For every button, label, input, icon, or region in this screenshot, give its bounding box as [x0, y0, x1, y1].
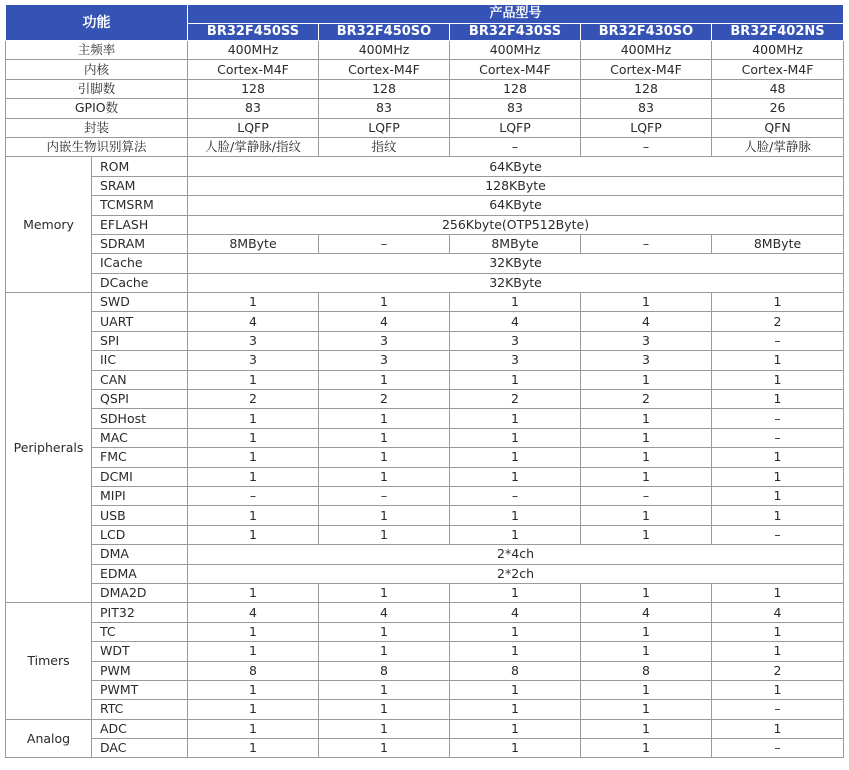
value-cell: 3: [319, 351, 450, 370]
section-label: Memory: [6, 157, 92, 293]
value-cell: 83: [450, 99, 581, 118]
row-label: TCMSRM: [92, 196, 188, 215]
table-row: [6, 312, 844, 331]
value-cell: 1: [712, 642, 844, 661]
value-cell: 1: [188, 506, 319, 525]
value-cell: 1: [319, 642, 450, 661]
value-cell: 1: [319, 700, 450, 719]
value-cell: –: [581, 137, 712, 156]
merged-value-cell: 64KByte: [188, 196, 844, 215]
value-cell: 1: [319, 467, 450, 486]
table-row: [6, 545, 844, 564]
value-cell: 1: [188, 370, 319, 389]
value-cell: 1: [712, 719, 844, 738]
value-cell: 48: [712, 79, 844, 98]
table-row: [6, 215, 844, 234]
row-label: ADC: [92, 719, 188, 738]
value-cell: 2: [712, 661, 844, 680]
value-cell: 1: [450, 642, 581, 661]
value-cell: 1: [188, 428, 319, 447]
value-cell: –: [188, 486, 319, 505]
table-row: [6, 176, 844, 195]
value-cell: 1: [581, 467, 712, 486]
value-cell: 1: [581, 293, 712, 312]
value-cell: 83: [319, 99, 450, 118]
row-label: MAC: [92, 428, 188, 447]
value-cell: 1: [319, 525, 450, 544]
value-cell: 1: [712, 293, 844, 312]
value-cell: 1: [581, 370, 712, 389]
row-label: 内核: [6, 60, 188, 79]
value-cell: 1: [712, 370, 844, 389]
value-cell: 1: [450, 525, 581, 544]
value-cell: 83: [581, 99, 712, 118]
value-cell: LQFP: [319, 118, 450, 137]
value-cell: 3: [581, 331, 712, 350]
value-cell: 1: [581, 642, 712, 661]
table-row: [6, 370, 844, 389]
value-cell: –: [712, 700, 844, 719]
value-cell: 1: [188, 448, 319, 467]
value-cell: Cortex-M4F: [712, 60, 844, 79]
value-cell: LQFP: [581, 118, 712, 137]
value-cell: 1: [188, 700, 319, 719]
table-row: [6, 234, 844, 253]
table-row: [6, 390, 844, 409]
section-label: Analog: [6, 719, 92, 758]
value-cell: Cortex-M4F: [319, 60, 450, 79]
table-row: [6, 351, 844, 370]
value-cell: Cortex-M4F: [450, 60, 581, 79]
row-label: UART: [92, 312, 188, 331]
value-cell: 1: [712, 486, 844, 505]
row-label: DCache: [92, 273, 188, 292]
table-row: [6, 700, 844, 719]
value-cell: 2: [712, 312, 844, 331]
value-cell: 1: [319, 370, 450, 389]
table-row: [6, 60, 844, 79]
product-spec-table: [5, 4, 844, 758]
value-cell: 4: [581, 603, 712, 622]
value-cell: 3: [450, 331, 581, 350]
value-cell: 8: [450, 661, 581, 680]
value-cell: –: [712, 525, 844, 544]
value-cell: 4: [712, 603, 844, 622]
row-label: EFLASH: [92, 215, 188, 234]
table-row: [6, 719, 844, 738]
row-label: MIPI: [92, 486, 188, 505]
value-cell: 1: [581, 506, 712, 525]
value-cell: 1: [712, 506, 844, 525]
value-cell: 1: [188, 680, 319, 699]
value-cell: 1: [581, 739, 712, 758]
table-header: [6, 5, 844, 41]
value-cell: 1: [450, 739, 581, 758]
value-cell: 8MByte: [712, 234, 844, 253]
value-cell: 400MHz: [188, 41, 319, 60]
row-label: 主频率: [6, 41, 188, 60]
value-cell: 128: [450, 79, 581, 98]
value-cell: 1: [188, 583, 319, 602]
value-cell: 1: [450, 719, 581, 738]
value-cell: 1: [581, 622, 712, 641]
value-cell: 1: [319, 719, 450, 738]
table-row: [6, 680, 844, 699]
value-cell: 4: [450, 312, 581, 331]
value-cell: 4: [450, 603, 581, 622]
row-label: SPI: [92, 331, 188, 350]
value-cell: 1: [319, 428, 450, 447]
row-label: LCD: [92, 525, 188, 544]
value-cell: 1: [319, 409, 450, 428]
value-cell: 1: [450, 467, 581, 486]
value-cell: 4: [188, 603, 319, 622]
table-row: [6, 661, 844, 680]
value-cell: 1: [581, 583, 712, 602]
value-cell: 1: [188, 739, 319, 758]
table-row: [6, 642, 844, 661]
section-label: Timers: [6, 603, 92, 719]
table-row: [6, 603, 844, 622]
model-header: BR32F450SS: [188, 24, 319, 41]
value-cell: 1: [450, 583, 581, 602]
value-cell: 128: [319, 79, 450, 98]
row-label: FMC: [92, 448, 188, 467]
value-cell: 人脸/掌静脉: [712, 137, 844, 156]
merged-value-cell: 32KByte: [188, 273, 844, 292]
row-label: DAC: [92, 739, 188, 758]
value-cell: 1: [319, 506, 450, 525]
value-cell: 1: [450, 622, 581, 641]
row-label: GPIO数: [6, 99, 188, 118]
model-header: BR32F402NS: [712, 24, 844, 41]
row-label: CAN: [92, 370, 188, 389]
value-cell: 128: [188, 79, 319, 98]
value-cell: 1: [450, 448, 581, 467]
table-row: [6, 331, 844, 350]
value-cell: Cortex-M4F: [581, 60, 712, 79]
value-cell: 8: [319, 661, 450, 680]
value-cell: 指纹: [319, 137, 450, 156]
row-label: IIC: [92, 351, 188, 370]
value-cell: 1: [712, 448, 844, 467]
value-cell: 4: [319, 603, 450, 622]
table-row: [6, 486, 844, 505]
value-cell: –: [712, 739, 844, 758]
value-cell: 1: [712, 390, 844, 409]
value-cell: 8: [581, 661, 712, 680]
table-row: [6, 622, 844, 641]
merged-value-cell: 128KByte: [188, 176, 844, 195]
value-cell: 3: [188, 351, 319, 370]
value-cell: 26: [712, 99, 844, 118]
value-cell: 2: [581, 390, 712, 409]
value-cell: 人脸/掌静脉/指纹: [188, 137, 319, 156]
value-cell: 1: [581, 409, 712, 428]
models-header: 产品型号: [188, 5, 844, 24]
table-row: [6, 506, 844, 525]
table-row: [6, 273, 844, 292]
value-cell: 4: [188, 312, 319, 331]
value-cell: –: [450, 137, 581, 156]
value-cell: 1: [319, 622, 450, 641]
row-label: DCMI: [92, 467, 188, 486]
value-cell: 400MHz: [712, 41, 844, 60]
value-cell: 1: [712, 351, 844, 370]
value-cell: 400MHz: [450, 41, 581, 60]
model-header: BR32F450SO: [319, 24, 450, 41]
value-cell: 1: [450, 370, 581, 389]
value-cell: 400MHz: [319, 41, 450, 60]
row-label: PIT32: [92, 603, 188, 622]
merged-value-cell: 256Kbyte(OTP512Byte): [188, 215, 844, 234]
table-row: [6, 157, 844, 176]
model-header: BR32F430SS: [450, 24, 581, 41]
row-label: ROM: [92, 157, 188, 176]
table-row: [6, 293, 844, 312]
value-cell: 1: [450, 409, 581, 428]
value-cell: 1: [581, 719, 712, 738]
table-row: [6, 583, 844, 602]
value-cell: 2: [450, 390, 581, 409]
value-cell: 1: [188, 622, 319, 641]
table-row: [6, 428, 844, 447]
merged-value-cell: 2*4ch: [188, 545, 844, 564]
value-cell: 3: [188, 331, 319, 350]
value-cell: –: [712, 409, 844, 428]
row-label: WDT: [92, 642, 188, 661]
value-cell: 1: [319, 293, 450, 312]
row-label: SRAM: [92, 176, 188, 195]
value-cell: 2: [188, 390, 319, 409]
row-label: 内嵌生物识别算法: [6, 137, 188, 156]
value-cell: QFN: [712, 118, 844, 137]
value-cell: 1: [581, 525, 712, 544]
row-label: SDHost: [92, 409, 188, 428]
row-label: USB: [92, 506, 188, 525]
value-cell: –: [319, 234, 450, 253]
value-cell: 400MHz: [581, 41, 712, 60]
row-label: SDRAM: [92, 234, 188, 253]
value-cell: 1: [712, 680, 844, 699]
row-label: RTC: [92, 700, 188, 719]
row-label: DMA2D: [92, 583, 188, 602]
value-cell: 1: [188, 719, 319, 738]
row-label: PWMT: [92, 680, 188, 699]
table-row: [6, 739, 844, 758]
value-cell: 1: [319, 739, 450, 758]
value-cell: 4: [319, 312, 450, 331]
value-cell: 1: [581, 700, 712, 719]
value-cell: 3: [450, 351, 581, 370]
row-label: DMA: [92, 545, 188, 564]
value-cell: LQFP: [188, 118, 319, 137]
value-cell: 8MByte: [188, 234, 319, 253]
value-cell: 8: [188, 661, 319, 680]
value-cell: 1: [581, 428, 712, 447]
value-cell: 83: [188, 99, 319, 118]
value-cell: 1: [188, 409, 319, 428]
table-row: [6, 79, 844, 98]
table-row: [6, 196, 844, 215]
value-cell: 1: [188, 642, 319, 661]
value-cell: 1: [319, 448, 450, 467]
feature-header: 功能: [6, 5, 188, 41]
value-cell: –: [450, 486, 581, 505]
value-cell: 1: [319, 583, 450, 602]
value-cell: –: [581, 234, 712, 253]
table-row: [6, 254, 844, 273]
value-cell: 1: [712, 467, 844, 486]
row-label: TC: [92, 622, 188, 641]
table-row: [6, 41, 844, 60]
model-header: BR32F430SO: [581, 24, 712, 41]
value-cell: 1: [450, 428, 581, 447]
table-row: [6, 99, 844, 118]
value-cell: 1: [188, 293, 319, 312]
value-cell: 4: [581, 312, 712, 331]
row-label: QSPI: [92, 390, 188, 409]
table-row: [6, 409, 844, 428]
merged-value-cell: 2*2ch: [188, 564, 844, 583]
row-label: 引脚数: [6, 79, 188, 98]
value-cell: 1: [712, 622, 844, 641]
value-cell: 1: [581, 448, 712, 467]
row-label: PWM: [92, 661, 188, 680]
value-cell: 1: [450, 293, 581, 312]
table-row: [6, 525, 844, 544]
section-label: Peripherals: [6, 293, 92, 603]
value-cell: 1: [188, 467, 319, 486]
row-label: ICache: [92, 254, 188, 273]
value-cell: 1: [450, 680, 581, 699]
value-cell: 1: [450, 700, 581, 719]
table-row: [6, 137, 844, 156]
value-cell: –: [319, 486, 450, 505]
merged-value-cell: 32KByte: [188, 254, 844, 273]
table-row: [6, 564, 844, 583]
value-cell: –: [712, 331, 844, 350]
merged-value-cell: 64KByte: [188, 157, 844, 176]
row-label: SWD: [92, 293, 188, 312]
value-cell: 1: [581, 680, 712, 699]
value-cell: LQFP: [450, 118, 581, 137]
value-cell: 128: [581, 79, 712, 98]
value-cell: Cortex-M4F: [188, 60, 319, 79]
table-row: [6, 467, 844, 486]
table-body: [6, 41, 844, 758]
value-cell: 1: [319, 680, 450, 699]
value-cell: 8MByte: [450, 234, 581, 253]
table-row: [6, 448, 844, 467]
value-cell: 1: [712, 583, 844, 602]
value-cell: 1: [188, 525, 319, 544]
value-cell: 3: [319, 331, 450, 350]
value-cell: –: [581, 486, 712, 505]
row-label: 封装: [6, 118, 188, 137]
table-row: [6, 118, 844, 137]
value-cell: 3: [581, 351, 712, 370]
value-cell: –: [712, 428, 844, 447]
value-cell: 2: [319, 390, 450, 409]
value-cell: 1: [450, 506, 581, 525]
row-label: EDMA: [92, 564, 188, 583]
